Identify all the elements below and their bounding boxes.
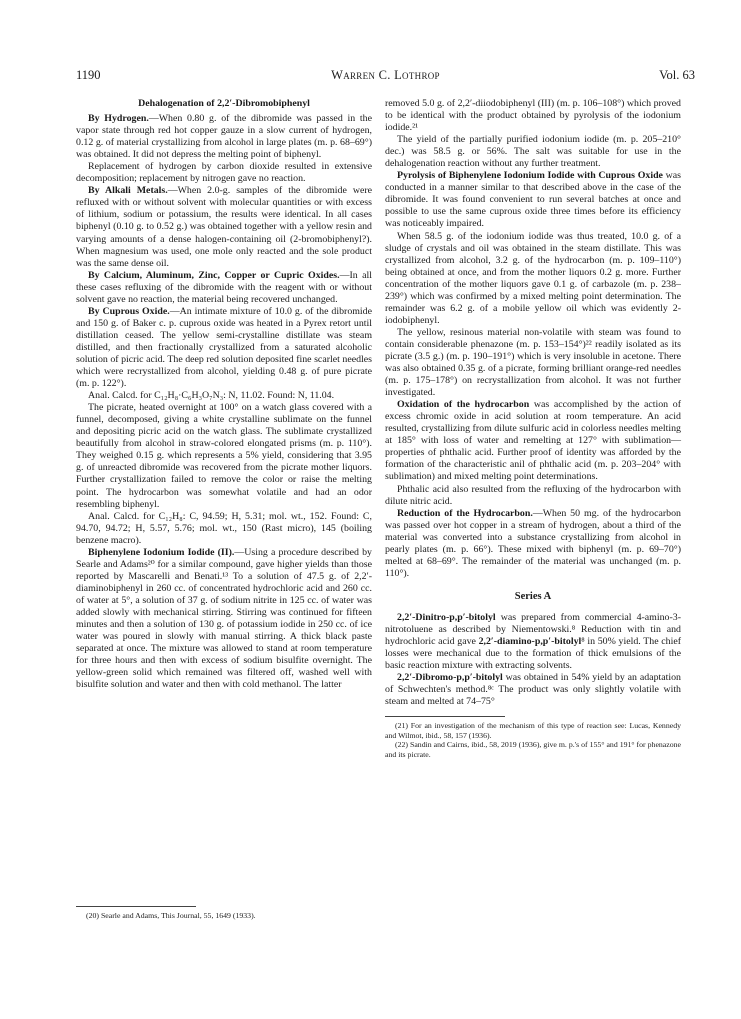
footnote-21: (21) For an investigation of the mechanism of this type of reaction see: Lucas, Kennedy and Wilmot, ibid., 58, 157 (1936). bbox=[385, 721, 681, 740]
series-heading: Series A bbox=[514, 590, 552, 602]
footnote-rule bbox=[385, 716, 505, 717]
right-column bbox=[385, 98, 681, 760]
paragraph-lead: Pyrolysis of Biphenylene Iodonium Iodide with Cuprous Oxide bbox=[397, 170, 663, 182]
paragraph bbox=[76, 113, 372, 161]
paragraph bbox=[76, 547, 372, 692]
paragraph bbox=[385, 672, 681, 708]
footnote-rule bbox=[76, 906, 196, 907]
paragraph-text: —Using a procedure described by Searle and Adams²⁰ for a similar compound, gave higher yields than those reported by Mascarelli and Benati.¹³ To a solution of 47.5 g. of 2,2′-diaminobiphenyl in 260 cc. of concentrated hydrochloric acid and 260 cc. of water at 5°, a solution of 37 g. of sodium nitrite in 125 cc. of water was added slowly with mechanical stirring. Stirring was continued for fifteen minutes and then a solution of 130 g. of potassium iodide in 250 cc. of ice water was poured in slowly with manual stirring. A thick black paste separated at once. The mixture was allowed to stand at room temperature for three hours and then with excess of sodium bisulfite overnight. The yellow-green solid which remained was filtered off, washed well with bisulfite solution and water and then with cold methanol. The latter bbox=[76, 546, 372, 691]
paragraph-lead: By Hydrogen. bbox=[88, 113, 149, 125]
paragraph bbox=[76, 185, 372, 269]
section-heading: Dehalogenation of 2,2′-Dibromobiphenyl bbox=[138, 98, 310, 109]
paragraph bbox=[385, 612, 681, 672]
footnote-20: (20) Searle and Adams, This Journal, 55, 1649 (1933). bbox=[86, 911, 256, 920]
paragraph: When 58.5 g. of the iodonium iodide was thus treated, 10.0 g. of a sludge of crystals and oil was obtained in the steam distillate. This was crystallized from alcohol, 3.2 g. of the hydrocarbon (m. p. 109–110°) being obtained at once, and from the mother liquors 0.2 g. more. Further concentration of the mother liquors gave 0.1 g. of carbazole (m. p. 238–239°) which was confirmed by a mixed melting point determination. The remainder was 6.2 g. of a mobile yellow oil which was evidently 2-iodobiphenyl. bbox=[385, 230, 681, 326]
paragraph: Replacement of hydrogen by carbon dioxide resulted in extensive decomposition; replacement by nitrogen gave no reaction. bbox=[76, 161, 372, 185]
paragraph: The yield of the partially purified iodonium iodide (m. p. 205–210° dec.) was 58.5 g. or 56%. The salt was suitable for use in the dehalogenation reaction without any further treatment. bbox=[385, 134, 681, 170]
left-footnotes bbox=[76, 898, 372, 921]
paragraph-lead: 2,2′-Dinitro-p,p′-bitolyl bbox=[397, 611, 496, 623]
paragraph-lead: Oxidation of the hydrocarbon bbox=[397, 399, 530, 411]
paragraph: The picrate, heated overnight at 100° on a watch glass covered with a funnel, decomposed, giving a white crystalline sublimate on the funnel and depositing picric acid on the watch glass. The sublimate crystallized beautifully from alcohol in straw-colored elongated prisms (m. p. 110°). They weighed 0.15 g. which represents a 5% yield, considering that 3.95 g. of unreacted dibromide was recovered from the picrate mother liquors. Further crystallization failed to remove the color or raise the melting point. The hydrocarbon was somewhat volatile and had an odor resembling biphenyl. bbox=[76, 402, 372, 510]
paragraph bbox=[385, 170, 681, 230]
paragraph-text: was conducted in a manner similar to that described above in the case of the dibromide. It was found convenient to run several batches at once and possible to use the same cuprous oxide three times before its efficiency was noticeably impaired. bbox=[385, 170, 681, 230]
page-header bbox=[76, 68, 695, 84]
left-column bbox=[76, 98, 372, 691]
paragraph-lead: By Calcium, Aluminum, Zinc, Copper or Cupric Oxides. bbox=[88, 269, 340, 281]
paragraph bbox=[385, 508, 681, 580]
paragraph-text: was obtained in 54% yield by an adaptation of Schwechten's method.⁸ᶜ The product was only slightly volatile with steam and melted at 74–75° bbox=[385, 672, 681, 708]
paragraph-lead: Reduction of the Hydrocarbon. bbox=[397, 507, 533, 519]
paragraph-text: —When 50 mg. of the hydrocarbon was passed over hot copper in a stream of hydrogen, about a third of the material was converted into a substance crystallizing from alcohol in pearly plates (m. p. 66°). These mixed with biphenyl (m. p. 69–70°) melted at 68–69°. The remainder of the material was unchanged (m. p. 110°). bbox=[385, 507, 681, 579]
paragraph-lead: 2,2′-Dibromo-p,p′-bitolyl bbox=[397, 672, 503, 684]
paragraph-text: ⁸ in 50% yield. The chief losses were mechanical due to the formation of thick emulsions of the basic reaction mixture with extracting solvents. bbox=[385, 636, 681, 672]
paragraph: removed 5.0 g. of 2,2′-diiodobiphenyl (III) (m. p. 106–108°) which proved to be identical with the product obtained by pyrolysis of the iodonium iodide.²¹ bbox=[385, 98, 681, 134]
running-author: Warren C. Lothrop bbox=[331, 68, 440, 82]
volume-label: Vol. 63 bbox=[659, 68, 695, 82]
paragraph-text: —When 2.0-g. samples of the dibromide were refluxed with or without solvent with molecular quantities or with excess of lithium, sodium or potassium, the results were identical. In all cases biphenyl (0.10 g. to 0.52 g.) was obtained together with a yellow resin and varying amounts of a dense halogen-containing oil (2-bromobiphenyl?). When magnesium was used, one mole only reacted and the sole product was the same dense oil. bbox=[76, 185, 373, 269]
footnote-22: (22) Sandin and Cairns, ibid., 58, 2019 (1936), give m. p.'s of 155° and 191° for phenazone and its picrate. bbox=[385, 740, 681, 760]
paragraph-text: was accomplished by the action of excess chromic oxide in acid solution at room temperature. An acid resulted, crystallizing from dilute sulfuric acid in colorless needles melting at 185° with loss of water and remelting at 127° with sublimation—properties of phthalic acid. Further proof of identity was afforded by the formation of the characteristic anil of phthalic acid (m. p. 203–204° with sublimation) and mixed melting point determinations. bbox=[385, 399, 681, 483]
paragraph-lead: By Alkali Metals. bbox=[88, 185, 168, 197]
paragraph-lead: Biphenylene Iodonium Iodide (II). bbox=[88, 546, 235, 558]
paragraph: Phthalic acid also resulted from the refluxing of the hydrocarbon with dilute nitric acid. bbox=[385, 483, 681, 507]
analysis-line: Anal. Calcd. for C₁₂H₈: C, 94.59; H, 5.31; mol. wt., 152. Found: C, 94.70, 94.72; H, 5.57, 5.76; mol. wt., 150 (Rast micro), 145 (boiling benzene macro). bbox=[76, 510, 372, 546]
paragraph bbox=[76, 306, 372, 390]
page-number: 1190 bbox=[76, 68, 101, 82]
paragraph: The yellow, resinous material non-volatile with steam was found to contain considerable phenazone (m. p. 153–154°)²² readily isolated as its picrate (3.5 g.) (m. p. 190–191°) which is very insoluble in acetone. There was also obtained 0.35 g. of a picrate, forming brilliant orange-red needles (m. p. 175–178°) on recrystallization from alcohol. It was not further investigated. bbox=[385, 326, 681, 399]
paragraph-lead: By Cuprous Oxide. bbox=[88, 305, 170, 317]
compound-name: 2,2′-diamino-p,p′-bitolyl bbox=[478, 636, 582, 648]
paragraph-text: —In all these cases refluxing of the dibromide with the reagent with or without solvent gave no reaction, the material being recovered unchanged. bbox=[76, 269, 372, 305]
paragraph-text: was prepared from commercial 4-amino-3-nitrotoluene as described by Niementowski.⁸ Reduction with tin and hydrochloric acid gave bbox=[385, 611, 681, 648]
paragraph-text: —When 0.80 g. of the dibromide was passed in the vapor state through red hot copper gauze in a slow current of hydrogen, 0.12 g. of material crystallizing from alcohol in large plates (m. p. 68–69°) was obtained. It did not depress the melting point of biphenyl. bbox=[76, 113, 372, 161]
paragraph-text: —An intimate mixture of 10.0 g. of the dibromide and 150 g. of Baker c. p. cuprous oxide was heated in a Pyrex retort until distillation ceased. The yellow semi-crystalline distillate was steam distilled, and then fractionally crystallized from a saturated alcoholic solution of picric acid. The deep red solution deposited fine scarlet needles which were recrystallized from alcohol, yielding 0.48 g. of pure picrate (m. p. 122°). bbox=[76, 305, 373, 390]
analysis-line: Anal. Calcd. for C₁₂H₈·C₆H₃O₇N₃: N, 11.02. Found: N, 11.04. bbox=[88, 390, 335, 402]
paragraph bbox=[385, 399, 681, 483]
paragraph bbox=[76, 270, 372, 306]
